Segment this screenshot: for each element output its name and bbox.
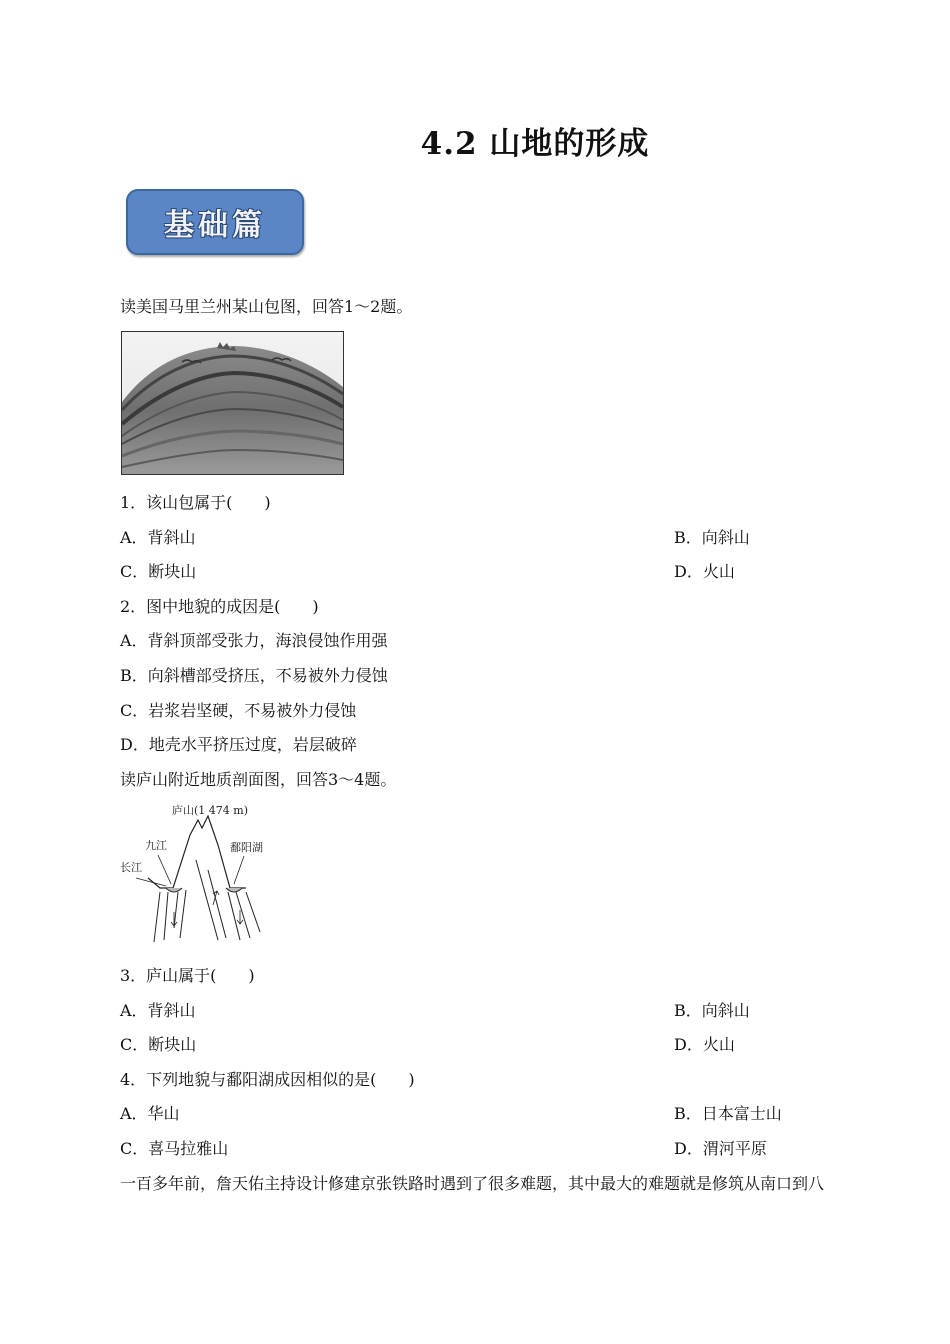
q1-stem: 1．该山包属于( ) xyxy=(120,493,271,512)
q1-option-a: A．背斜山 xyxy=(120,528,196,547)
q4-option-c: C．喜马拉雅山 xyxy=(120,1139,229,1158)
q4-option-a: A．华山 xyxy=(120,1104,180,1123)
q1-option-c: C．断块山 xyxy=(120,562,197,581)
q2-option-c: C．岩浆岩坚硬，不易被外力侵蚀 xyxy=(120,701,357,720)
section-badge xyxy=(126,189,304,255)
q1-option-d: D．火山 xyxy=(674,562,735,581)
q4-stem: 4．下列地貌与鄱阳湖成因相似的是( ) xyxy=(120,1070,415,1089)
q2-option-b: B．向斜槽部受挤压，不易被外力侵蚀 xyxy=(120,666,388,685)
q2-option-d: D．地壳水平挤压过度，岩层破碎 xyxy=(120,735,357,754)
q3-option-c: C．断块山 xyxy=(120,1035,197,1054)
section-badge-label: 基础篇 xyxy=(164,208,266,243)
label-changjiang: 长江 xyxy=(120,861,142,874)
q1-option-b: B．向斜山 xyxy=(674,528,750,547)
q2-option-a: A．背斜顶部受张力，海浪侵蚀作用强 xyxy=(120,631,388,650)
q3-stem: 3．庐山属于( ) xyxy=(120,966,255,985)
q3-option-d: D．火山 xyxy=(674,1035,735,1054)
q4-option-b: B．日本富士山 xyxy=(674,1104,782,1123)
paragraph-tail: 一百多年前，詹天佑主持设计修建京张铁路时遇到了很多难题，其中最大的难题就是修筑从南口到八 xyxy=(120,1174,825,1193)
q3-option-b: B．向斜山 xyxy=(674,1001,750,1020)
intro-text-2: 读庐山附近地质剖面图，回答3～4题。 xyxy=(120,770,397,789)
label-poyang: 鄱阳湖 xyxy=(230,841,263,854)
mountain-photo xyxy=(121,331,344,475)
label-lushan: 庐山(1 474 m) xyxy=(172,804,249,817)
lushan-cross-section-diagram xyxy=(118,800,278,945)
q2-stem: 2．图中地貌的成因是( ) xyxy=(120,597,319,616)
page-title: 4.2 山地的形成 xyxy=(420,126,650,162)
intro-text-1: 读美国马里兰州某山包图，回答1～2题。 xyxy=(120,297,413,316)
q4-option-d: D．渭河平原 xyxy=(674,1139,767,1158)
label-jiujiang: 九江 xyxy=(145,839,167,852)
q3-option-a: A．背斜山 xyxy=(120,1001,196,1020)
